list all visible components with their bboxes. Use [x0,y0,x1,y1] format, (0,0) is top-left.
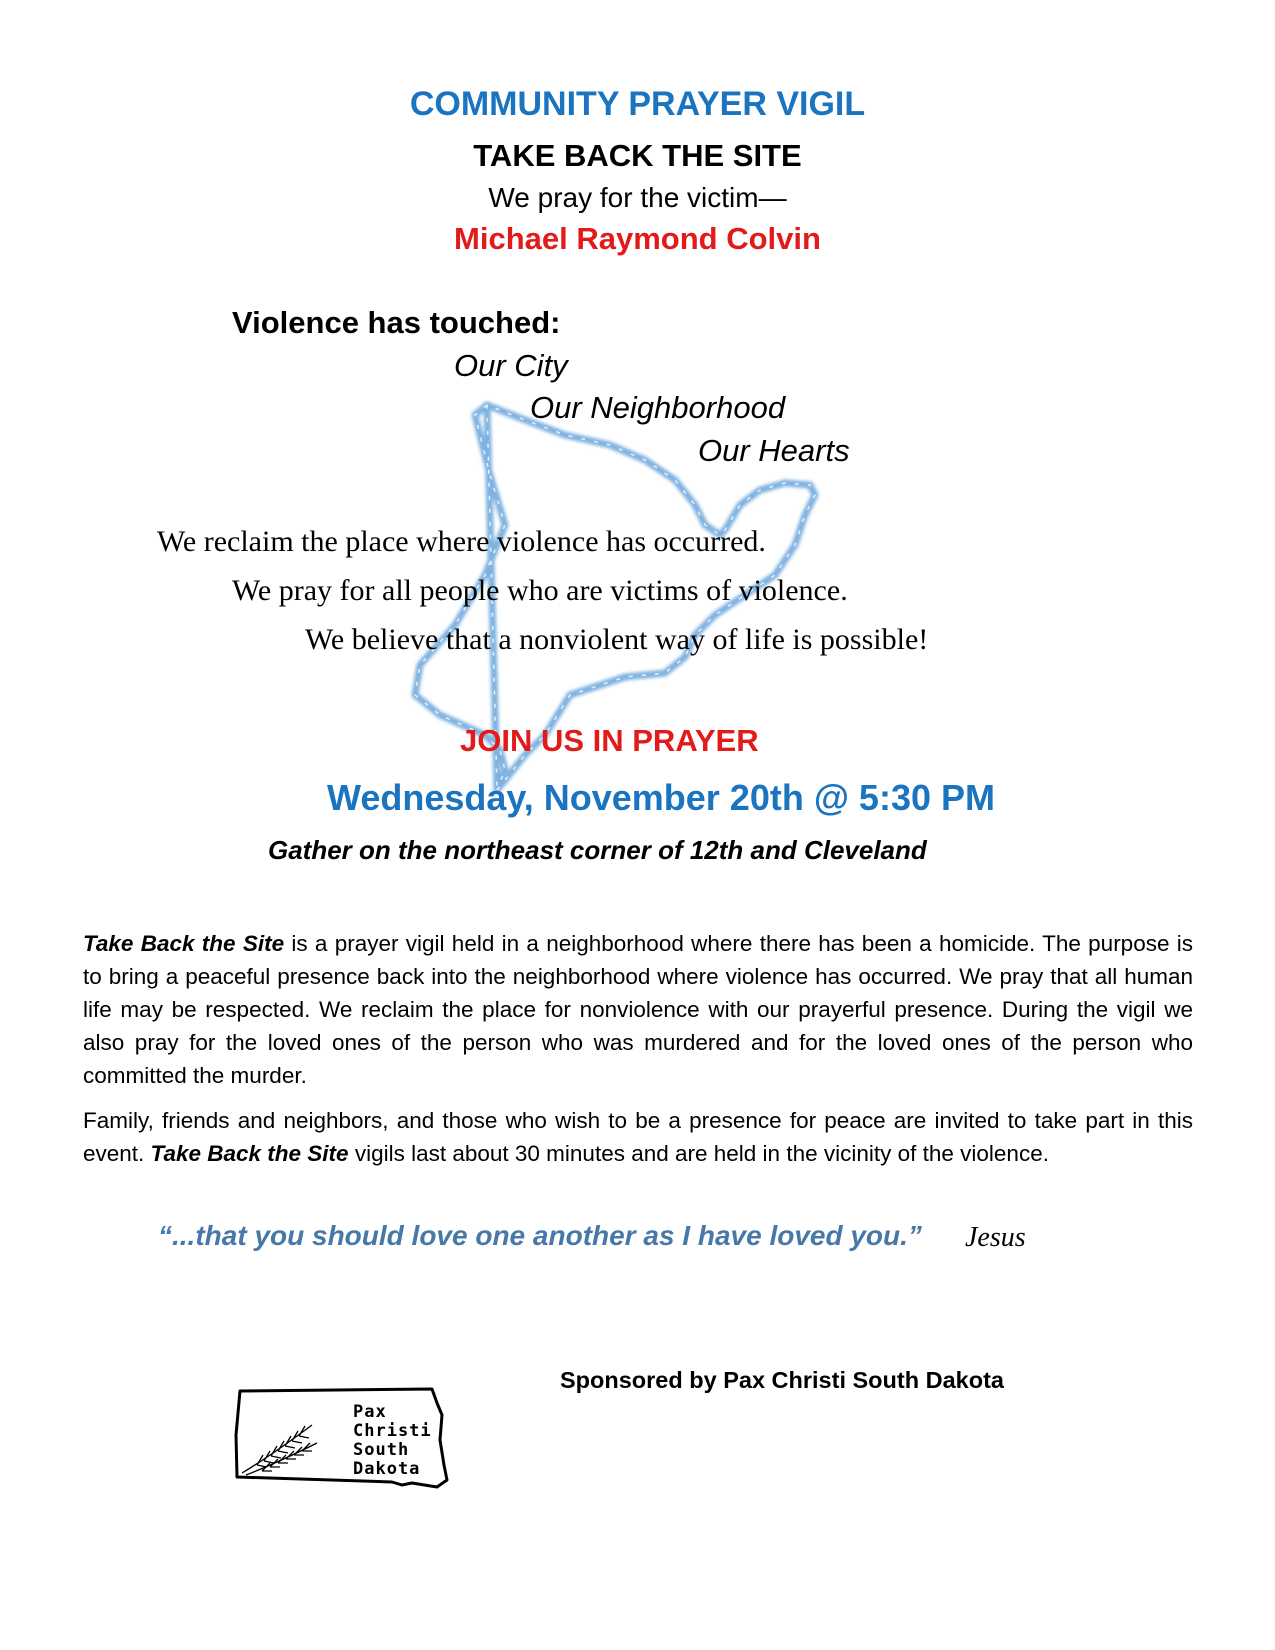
description-bold-term: Take Back the Site [83,931,285,956]
place-hearts: Our Hearts [698,433,850,468]
logo-text-line-3: South [353,1440,410,1460]
place-neighborhood: Our Neighborhood [530,390,786,425]
statement-believe: We believe that a nonviolent way of life is possible! [305,623,929,656]
statement-reclaim: We reclaim the place where violence has occurred. [157,525,766,558]
pax-christi-logo [232,1385,472,1495]
victim-name: Michael Raymond Colvin [454,221,821,256]
logo-text-line-4: Dakota [353,1459,421,1479]
page-title: COMMUNITY PRAYER VIGIL [409,85,866,123]
violence-heading: Violence has touched: [232,305,561,340]
invitation-text: Family, friends and neighbors, and those who wish to be a presence for peace are invited to take part in this event. [83,1108,1193,1166]
scripture-quote: “...that you should love one another as I have loved you.” [158,1220,922,1251]
quote-attribution: Jesus [965,1222,1026,1253]
description-paragraph-2 [83,1104,1193,1170]
wheat-icon [242,1425,317,1475]
description-paragraph-1 [83,927,1193,1092]
pray-for-line: We pray for the victim— [488,182,787,213]
description-text: is a prayer vigil held in a neighborhood where there has been a homicide. The purpose is to bring a peaceful presence back into the neighborhood where violence has occurred. We pray that all human life may be respected. We reclaim the place for nonviolence with our prayerful presence. During the vigil we also pray for the loved ones of the person who was murdered and for the loved ones of the person who committed the murder. [83,931,1194,1088]
statement-pray: We pray for all people who are victims of violence. [232,574,848,607]
event-location: Gather on the northeast corner of 12th and Cleveland [268,835,927,865]
logo-text-line-2: Christi [353,1421,432,1441]
join-us-heading: JOIN US IN PRAYER [460,723,759,758]
invitation-bold-term: Take Back the Site [150,1141,349,1166]
place-city: Our City [454,348,568,383]
invitation-text-end: vigils last about 30 minutes and are held in the vicinity of the violence. [348,1141,1049,1166]
event-datetime: Wednesday, November 20th @ 5:30 PM [327,777,995,818]
page-subtitle: TAKE BACK THE SITE [473,138,802,173]
logo-text-line-1: Pax [353,1402,387,1422]
sponsor-line: Sponsored by Pax Christi South Dakota [560,1367,1004,1393]
